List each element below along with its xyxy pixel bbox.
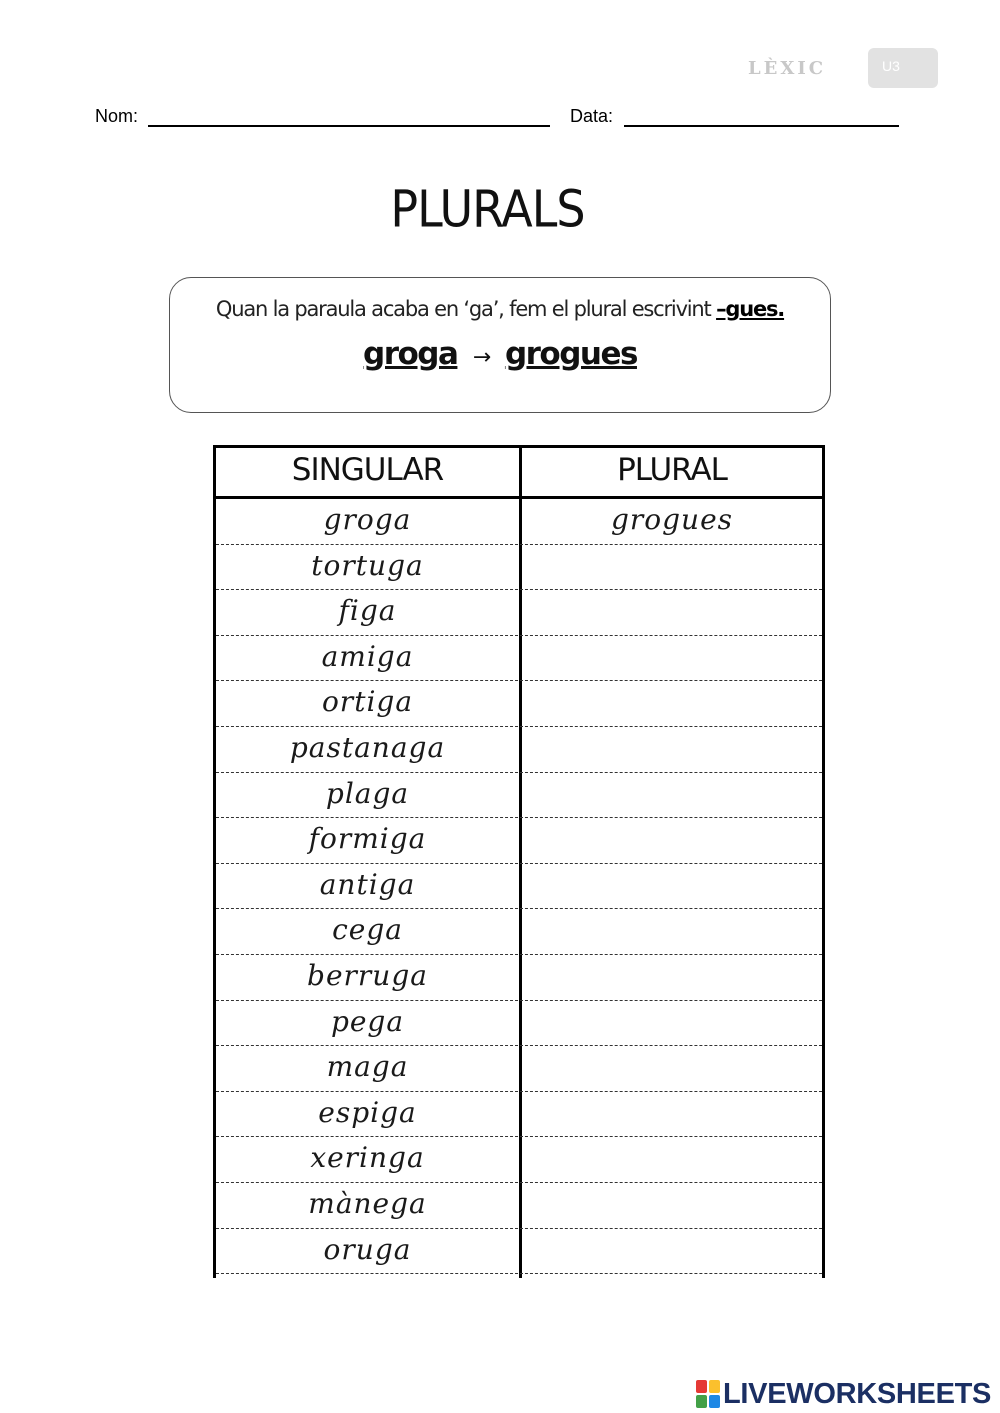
singular-cell: amiga bbox=[321, 639, 414, 673]
singular-cell: formiga bbox=[308, 822, 427, 856]
table-row bbox=[216, 1001, 822, 1047]
singular-cell: cega bbox=[332, 913, 403, 947]
table-row bbox=[216, 1092, 822, 1138]
singular-cell: xeringa bbox=[310, 1141, 425, 1175]
table-row bbox=[216, 773, 822, 819]
singular-cell: berruga bbox=[307, 959, 428, 992]
date-label: Data: bbox=[570, 106, 614, 126]
table-row bbox=[216, 909, 822, 955]
singular-cell: maga bbox=[326, 1050, 409, 1084]
singular-cell: figa bbox=[338, 594, 397, 628]
singular-cell: antiga bbox=[319, 867, 416, 901]
table-row bbox=[216, 955, 822, 1001]
singular-cell: pega bbox=[330, 1004, 405, 1038]
plural-answer-field[interactable] bbox=[522, 1187, 822, 1223]
table-row bbox=[216, 1229, 822, 1275]
name-label: Nom: bbox=[95, 106, 139, 126]
plural-answer-field[interactable]: grogues bbox=[610, 503, 734, 536]
header-plural: PLURAL bbox=[617, 452, 727, 488]
plural-answer-field[interactable] bbox=[522, 731, 822, 767]
section-label: LÈXIC bbox=[748, 58, 827, 79]
brand-mark-icon bbox=[696, 1380, 720, 1408]
plural-answer-field[interactable] bbox=[522, 685, 822, 721]
plural-answer-field[interactable] bbox=[522, 913, 822, 949]
rule-example bbox=[170, 336, 830, 372]
singular-cell: groga bbox=[323, 503, 412, 536]
plural-answer-field[interactable] bbox=[522, 640, 822, 676]
singular-cell: oruga bbox=[323, 1232, 412, 1266]
plural-answer-field[interactable] bbox=[522, 959, 822, 995]
table-row bbox=[216, 636, 822, 682]
plural-answer-field[interactable] bbox=[522, 777, 822, 813]
example-singular: groga bbox=[363, 336, 458, 372]
example-plural: grogues bbox=[504, 336, 637, 372]
plural-answer-field[interactable] bbox=[522, 1233, 822, 1269]
singular-cell: mànega bbox=[308, 1187, 427, 1220]
singular-cell: plaga bbox=[325, 776, 410, 810]
singular-cell: ortiga bbox=[321, 685, 414, 719]
liveworksheets-logo bbox=[696, 1377, 991, 1411]
rule-suffix: –gues. bbox=[716, 297, 785, 321]
plural-answer-field[interactable] bbox=[522, 868, 822, 904]
plural-answer-field[interactable] bbox=[522, 549, 822, 585]
table-row bbox=[216, 499, 822, 545]
page-title: PLURALS bbox=[390, 179, 585, 239]
name-field[interactable] bbox=[148, 125, 550, 127]
table-header bbox=[216, 448, 822, 499]
arrow-icon: → bbox=[472, 345, 490, 370]
rule-sentence: Quan la paraula acaba en ‘ga’, fem el plural escrivint bbox=[215, 297, 711, 321]
plural-answer-field[interactable] bbox=[522, 1141, 822, 1177]
plural-answer-field[interactable] bbox=[522, 1096, 822, 1132]
plural-answer-field[interactable] bbox=[522, 1050, 822, 1086]
header-singular: SINGULAR bbox=[291, 452, 444, 488]
plural-answer-field[interactable] bbox=[522, 822, 822, 858]
singular-cell: pastanaga bbox=[289, 731, 446, 764]
table-row bbox=[216, 681, 822, 727]
date-field[interactable] bbox=[624, 125, 899, 127]
table-row bbox=[216, 727, 822, 773]
unit-badge: U3 bbox=[868, 48, 938, 88]
rule-box bbox=[169, 277, 831, 413]
table-row bbox=[216, 818, 822, 864]
plurals-table bbox=[213, 445, 825, 1278]
singular-cell: espiga bbox=[318, 1095, 417, 1129]
table-row bbox=[216, 1183, 822, 1229]
brand-name: LIVEWORKSHEETS bbox=[723, 1377, 992, 1410]
plural-answer-field[interactable] bbox=[522, 1005, 822, 1041]
table-row bbox=[216, 1046, 822, 1092]
table-row bbox=[216, 864, 822, 910]
table-row bbox=[216, 545, 822, 591]
rule-text bbox=[170, 297, 830, 321]
table-row bbox=[216, 1137, 822, 1183]
table-row bbox=[216, 590, 822, 636]
singular-cell: tortuga bbox=[311, 548, 424, 582]
plural-answer-field[interactable] bbox=[522, 594, 822, 630]
